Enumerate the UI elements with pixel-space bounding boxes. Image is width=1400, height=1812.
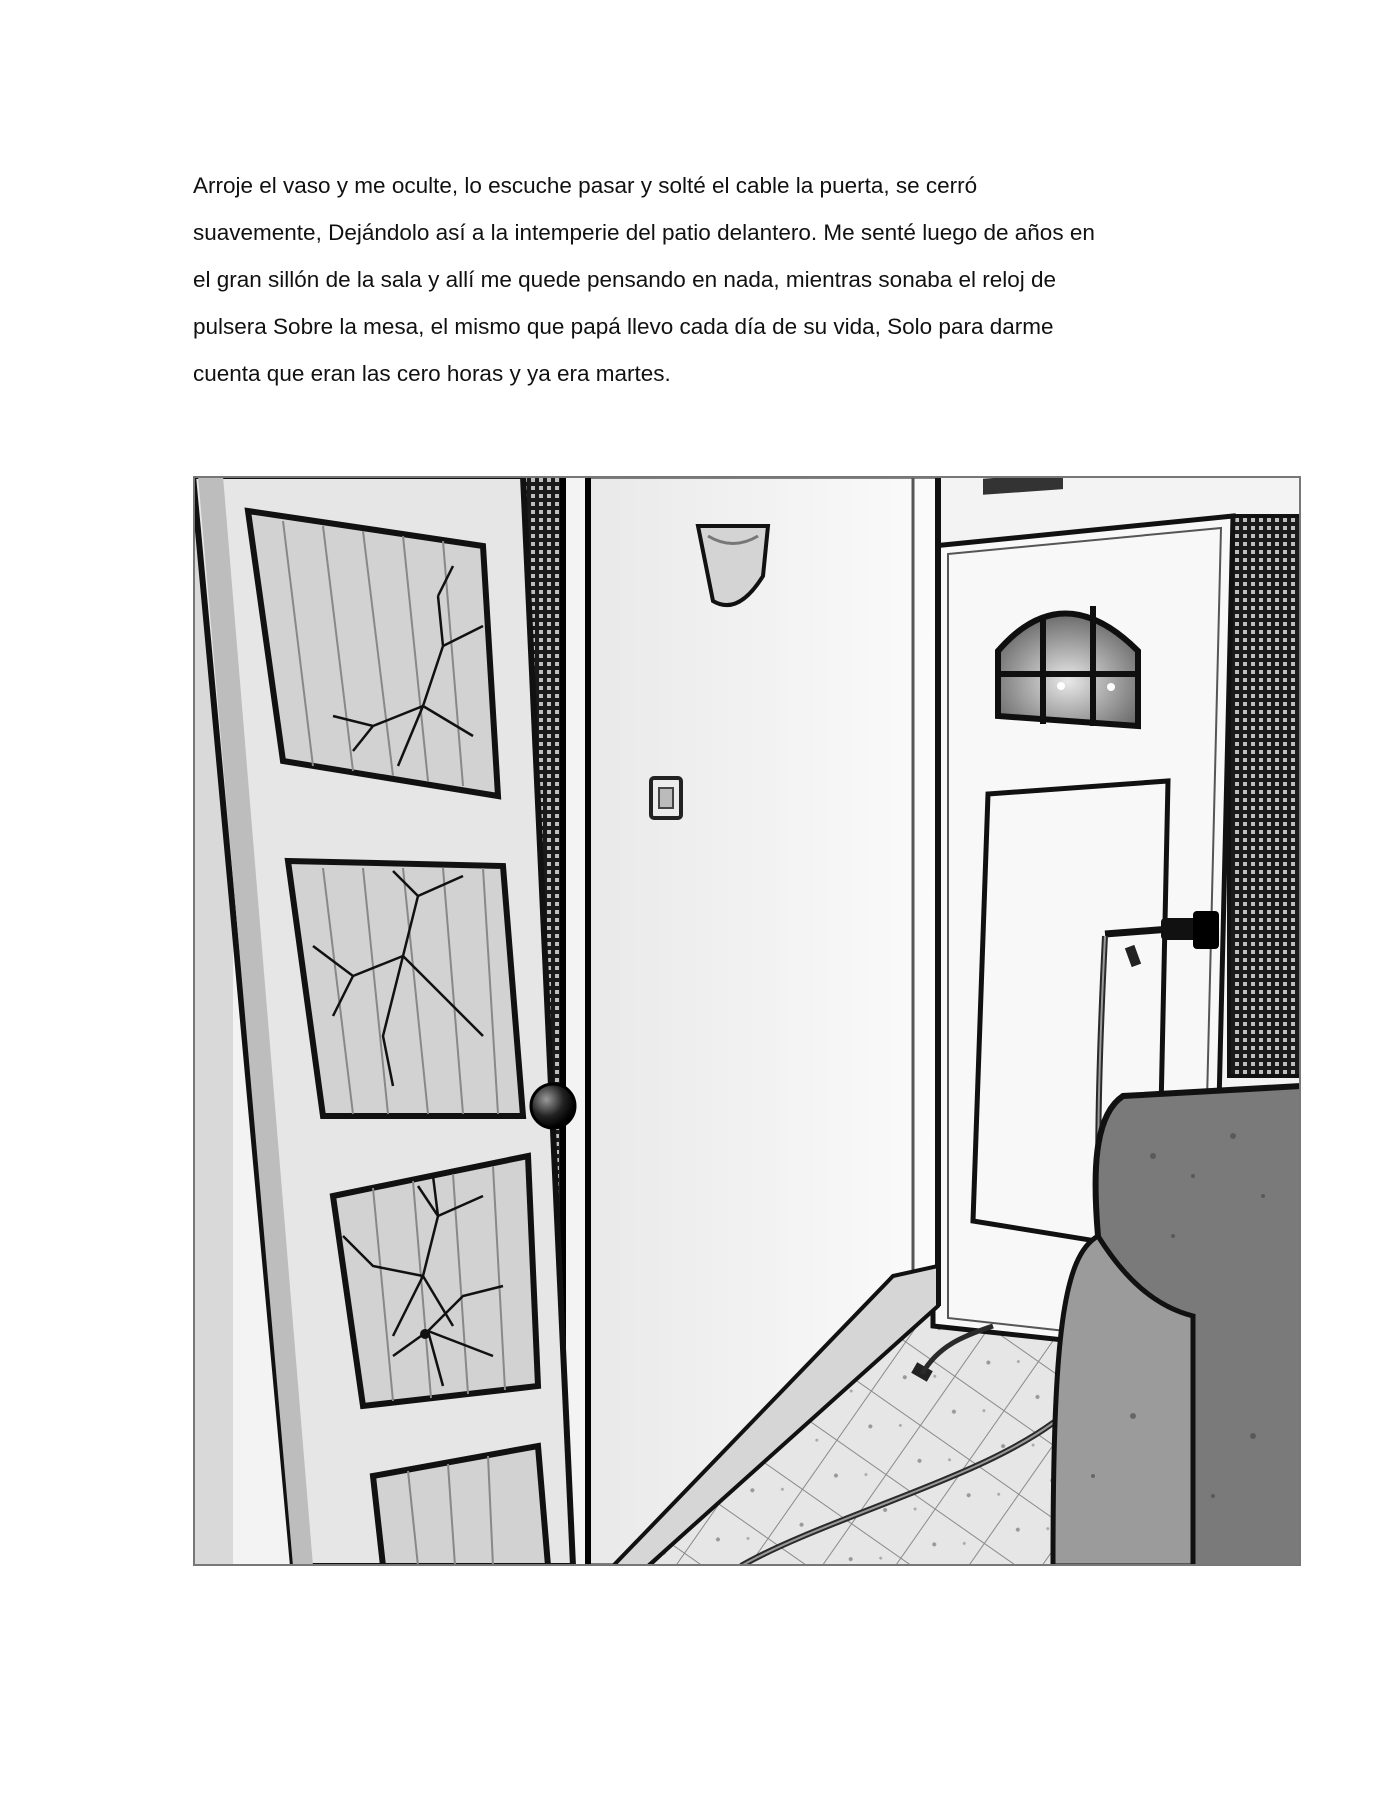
arched-door-window	[998, 614, 1138, 727]
paragraph-line-4: pulsera Sobre la mesa, el mismo que papá llevo cada día de su vida, Solo para darme	[193, 314, 1054, 339]
door-knob	[531, 1084, 575, 1128]
hallway-doors-illustration	[193, 476, 1301, 1566]
illustration-svg	[193, 476, 1301, 1566]
right-mesh-panel	[1229, 516, 1301, 1076]
glowing-eye-left	[1057, 682, 1065, 690]
glowing-eye-right	[1107, 683, 1115, 691]
paragraph-line-3: el gran sillón de la sala y allí me quede pensando en nada, mientras sonaba el reloj de	[193, 267, 1057, 292]
paragraph-line-1: Arroje el vaso y me oculte, lo escuche pasar y solté el cable la puerta, se cerró	[193, 173, 978, 198]
paragraph-line-2: suavemente, Dejándolo así a la intemperie del patio delantero. Me senté luego de años en	[193, 220, 1095, 245]
story-paragraph	[193, 162, 1213, 397]
paragraph-line-5: cuenta que eran las cero horas y ya era martes.	[193, 361, 671, 386]
